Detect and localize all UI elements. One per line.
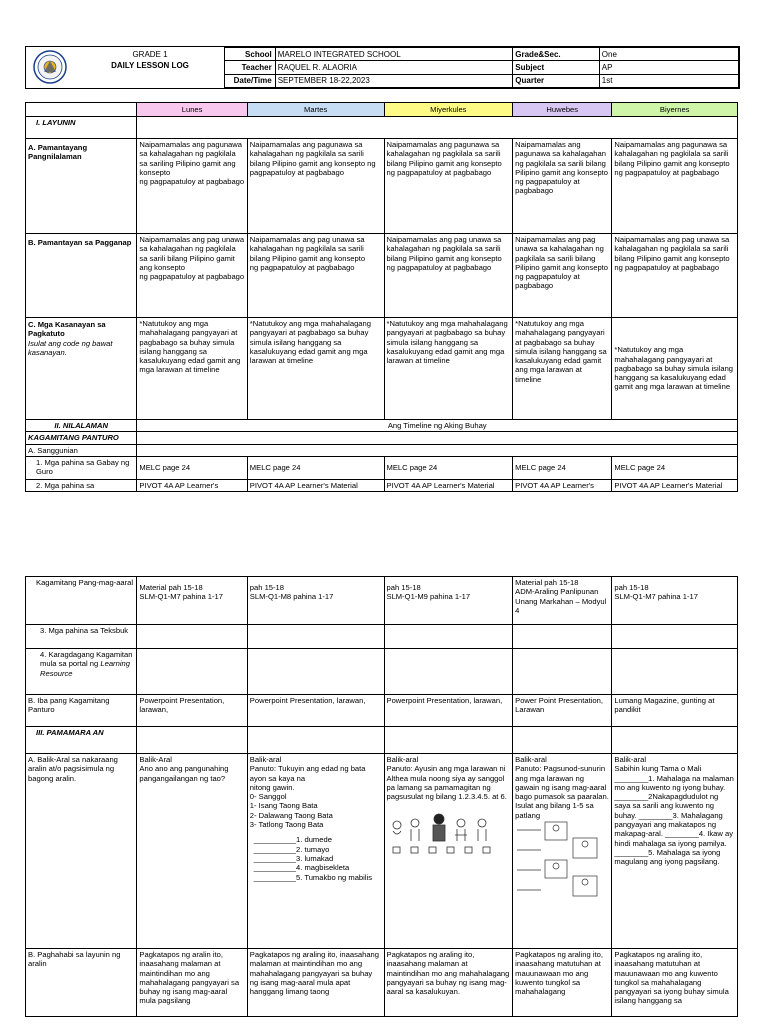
martes-item-3: __________3. lumakad bbox=[253, 853, 334, 863]
balik-martes: Balik-aral Panuto: Tukuyin ang edad ng bata ayon sa kaya na nitong gawin. 0- Sanggol 1- Isang Taong Bata 2- Dalawang Taong Bata 3- Tatlong Taong Bata bbox=[249, 755, 366, 830]
kasanayan-sublabel: Isulat ang code ng bawat kasanayan. bbox=[28, 338, 113, 357]
paghahabi-biyernes: Pagkatapos ng araling ito, inaasahang matutuhan at mauunawaan mo ang kuwento tungkol sa mahahalagang pangyayari sa iyong buhay simula isilang hanggang sa bbox=[612, 949, 738, 1017]
subject-label: Subject bbox=[513, 61, 600, 74]
balik-huwebes: Balik-aral Panuto: Pagsunod-sunurin ang mga larawan ng gawain ng isang mag-aaral bago pumasok sa paaralan. Isulat ang bilang 1-5 sa patlang bbox=[515, 755, 609, 820]
lesson-log-table-page1 bbox=[25, 102, 738, 492]
martes-item-1: __________1. dumede bbox=[253, 835, 332, 845]
day-header-lunes: Lunes bbox=[137, 103, 247, 117]
pamantayan-pagganap-lunes: Naipamamalas ang pag unawa sa kahalagahan ng pagkilala sa sarili bilang Pilipino gamit ang konsepto ng pagpapatuloy at pagbabago bbox=[137, 234, 247, 318]
teacher-label: Teacher bbox=[225, 61, 276, 74]
balik-miyerkules: Balik-aral Panuto: Ayusin ang mga larawan ni Althea mula noong siya ay sanggol pa lamang sa pamamagitan ng pagsusulat ng bilang 1.2.3.4.5. at 6. bbox=[386, 755, 507, 802]
kagamitan-lunes-b: Material pah 15-18 SLM-Q1-M7 pahina 1-17 bbox=[137, 577, 247, 625]
kagamitan-biyernes-a: PIVOT 4A AP Learner's Material bbox=[612, 479, 738, 491]
pamantayang-pang-biyernes: Naipamamalas ang pagunawa sa kahalagahan ng pagkilala sa sarili bilang Pilipino gamit ang konsepto ng pagpapatuloy at pagbabago bbox=[612, 139, 738, 234]
gabay-lunes: MELC page 24 bbox=[137, 456, 247, 479]
pamamaraan-heading: III. PAMAMARA AN bbox=[26, 727, 137, 754]
kasanayan-lunes: *Natutukoy ang mga mahahalagang pangyayari at pagbabago sa buhay simula isilang hanggang sa kasalukuyang edad gamit ang mga larawan at timeline bbox=[137, 318, 247, 420]
kasanayan-biyernes: *Natutukoy ang mga mahahalagang pangyayari at pagbabago sa buhay simula isilang hanggang sa kasalukuyang edad gamit ang mga larawan at timeline bbox=[612, 318, 738, 420]
gabay-miyerkules: MELC page 24 bbox=[384, 456, 513, 479]
nilalaman-heading: II. NILALAMAN bbox=[26, 420, 137, 432]
paghahabi-martes: Pagkatapos ng araling ito, inaasahang malaman at maintindihan mo ang mahahalagang pangyayari sa buhay ng isang mag-aaral mula apat hanggang limang taong bbox=[247, 949, 384, 1017]
nilalaman-value: Ang Timeline ng Aking Buhay bbox=[137, 420, 738, 432]
kagamitang-panturo-heading: KAGAMITANG PANTURO bbox=[26, 432, 137, 444]
gabay-huwebes: MELC page 24 bbox=[513, 456, 612, 479]
header bbox=[25, 46, 740, 89]
paghahabi-lunes: Pagkatapos ng aralin ito, inaasahang malaman at maintindihan mo ang mahahalagang pangyayari sa buhay ng isang mag-aaral mula pagsilang bbox=[137, 949, 247, 1017]
sanggunian-label: A. Sanggunian bbox=[26, 444, 137, 456]
kagamitan-mag-aaral-label-a: 2. Mga pahina sa bbox=[26, 479, 137, 491]
date-time-value: SEPTEMBER 18-22,2023 bbox=[275, 74, 513, 87]
day-header-biyernes: Biyernes bbox=[612, 103, 738, 117]
kagamitan-miyerkules-a: PIVOT 4A AP Learner's Material bbox=[384, 479, 513, 491]
balik-aral-label: A. Balik-Aral sa nakaraang aralin at/o pagsisimula ng bagong aralin. bbox=[26, 754, 137, 949]
kagamitan-martes-b: pah 15-18 SLM-Q1-M8 pahina 1-17 bbox=[247, 577, 384, 625]
day-header-martes: Martes bbox=[247, 103, 384, 117]
kasanayan-miyerkules: *Natutukoy ang mga mahahalagang pangyayari at pagbabago sa buhay simula isilang hanggang sa kasalukuyang edad gamit ang mga larawan at timeline bbox=[384, 318, 513, 420]
gabay-martes: MELC page 24 bbox=[247, 456, 384, 479]
lesson-log-table-page2 bbox=[25, 576, 738, 1017]
deped-seal-icon bbox=[31, 50, 69, 84]
martes-item-5: __________5. Tumakbo ng mabilis bbox=[253, 872, 373, 882]
teksbuk-label: 3. Mga pahina sa Teksbuk bbox=[26, 625, 137, 649]
pamantayang-pang-miyerkules: Naipamamalas ang pagunawa sa kahalagahan ng pagkilala sa sarili bilang Pilipino gamit ang konsepto ng pagpapatuloy at pagbabago bbox=[384, 139, 513, 234]
kagamitan-miyerkules-b: pah 15-18 SLM-Q1-M9 pahina 1-17 bbox=[384, 577, 513, 625]
kagamitan-martes-a: PIVOT 4A AP Learner's Material bbox=[247, 479, 384, 491]
karagdagang-label: 4. Karagdagang Kagamitan mula sa portal ng bbox=[40, 650, 133, 669]
althea-photos-image bbox=[387, 811, 497, 857]
document-title: DAILY LESSON LOG bbox=[111, 61, 189, 70]
iba-huwebes: Power Point Presentation, Larawan bbox=[513, 695, 612, 727]
school-label: School bbox=[225, 48, 276, 61]
kagamitan-huwebes-a: PIVOT 4A AP Learner's bbox=[513, 479, 612, 491]
school-value: MARELO INTEGRATED SCHOOL bbox=[275, 48, 513, 61]
header-info-table bbox=[224, 47, 739, 88]
balik-lunes: Balik-Aral Ano ano ang pangunahing pangangailangan ng tao? bbox=[137, 754, 247, 949]
pamantayan-pagganap-miyerkules: Naipamamalas ang pag unawa sa kahalagahan ng pagkilala sa sarili bilang Pilipino gamit ang konsepto ng pagpapatuloy at pagbabago bbox=[384, 234, 513, 318]
grade-label: GRADE 1 bbox=[132, 50, 168, 59]
teacher-value: RAQUEL R. ALAORIA bbox=[275, 61, 513, 74]
iba-pang-kagamitan-label: B. Iba pang Kagamitang Panturo bbox=[26, 695, 137, 727]
pamantayan-pagganap-huwebes: Naipamamalas ang pag unawa sa kahalagahan ng pagkilala sa sarili bilang Pilipino gamit ang konsepto ng pagpapatuloy at pagbabago bbox=[513, 234, 612, 318]
kagamitan-biyernes-b: pah 15-18 SLM-Q1-M7 pahina 1-17 bbox=[612, 577, 738, 625]
date-time-label: Date/Time bbox=[225, 74, 276, 87]
pamantayan-pagganap-biyernes: Naipamamalas ang pag unawa sa kahalagahan ng pagkilala sa sarili bilang Pilipino gamit ang konsepto ng pagpapatuloy at pagbabago bbox=[612, 234, 738, 318]
kagamitan-huwebes-b: Material pah 15-18 ADM-Araling Panlipunan Unang Markahan – Modyul 4 bbox=[513, 577, 612, 625]
pamantayang-pang-lunes: Naipamamalas ang pagunawa sa kahalagahan ng pagkilala sa sariling Pilipino gamit ang konsepto ng pagpapatuloy at pagbabago bbox=[137, 139, 247, 234]
kagamitan-mag-aaral-label-b: Kagamitang Pang-mag-aaral bbox=[26, 577, 137, 625]
iba-martes: Powerpoint Presentation, larawan, bbox=[247, 695, 384, 727]
iba-biyernes: Lumang Magazine, gunting at pandikit bbox=[612, 695, 738, 727]
gabay-guro-label: 1. Mga pahina sa Gabay ng Guro bbox=[26, 456, 137, 479]
grade-sec-value: One bbox=[599, 48, 738, 61]
pamantayang-pang-huwebes: Naipamamalas ang pagunawa sa kahalagahan ng pagkilala sa sarili bilang Pilipino gamit ang konsepto ng pagpapatuloy at pagbabago bbox=[513, 139, 612, 234]
gabay-biyernes: MELC page 24 bbox=[612, 456, 738, 479]
kasanayan-huwebes: *Natutukoy ang mga mahahalagang pangyayari at pagbabago sa buhay simula isilang hanggang sa kasalukuyang edad gamit ang mga larawan at timeline bbox=[513, 318, 612, 420]
subject-value: AP bbox=[599, 61, 738, 74]
grade-sec-label: Grade&Sec. bbox=[513, 48, 600, 61]
martes-item-2: __________2. tumayo bbox=[253, 844, 330, 854]
iba-miyerkules: Powerpoint Presentation, larawan, bbox=[384, 695, 513, 727]
iba-lunes: Powerpoint Presentation, larawan, bbox=[137, 695, 247, 727]
pamantayang-pang-martes: Naipamamalas ang pagunawa sa kahalagahan ng pagkilala sa sarili bilang Pilipino gamit ang konsepto ng pagpapatuloy at pagbabago bbox=[247, 139, 384, 234]
student-activities-image bbox=[515, 820, 605, 900]
day-header-huwebes: Huwebes bbox=[513, 103, 612, 117]
day-header-miyerkules: Miyerkules bbox=[384, 103, 513, 117]
kasanayan-label: C. Mga Kasanayan sa Pagkatuto bbox=[28, 320, 106, 339]
martes-item-4: __________4. magbisekleta bbox=[253, 863, 350, 873]
paghahabi-label: B. Paghahabi sa layunin ng aralin bbox=[26, 949, 137, 1017]
layunin-heading: I. LAYUNIN bbox=[26, 117, 137, 139]
quarter-value: 1st bbox=[599, 74, 738, 87]
learning-resource-label: Learning Resource bbox=[40, 659, 130, 678]
paghahabi-miyerkules: Pagkatapos ng araling ito, inaasahang malaman at maintindihan mo ang mahahalagang pangyayari sa buhay ng isang mag-aaral sa kasalukuyan. bbox=[384, 949, 513, 1017]
pamantayan-sa-pagganap-label: B. Pamantayan sa Pagganap bbox=[26, 234, 137, 318]
martes-items-list bbox=[250, 835, 382, 881]
paghahabi-huwebes: Pagkatapos ng araling ito, inaasahang matutuhan at mauunawaan mo ang kuwento tungkol sa mahahalagang bbox=[513, 949, 612, 1017]
kagamitan-lunes-a: PIVOT 4A AP Learner's bbox=[137, 479, 247, 491]
quarter-label: Quarter bbox=[513, 74, 600, 87]
pamantayan-pagganap-martes: Naipamamalas ang pag unawa sa kahalagahan ng pagkilala sa sarili bilang Pilipino gamit ang konsepto ng pagpapatuloy at pagbabago bbox=[247, 234, 384, 318]
pamantayang-pangnilalaman-label: A. Pamantayang Pangnilalaman bbox=[26, 139, 137, 234]
kasanayan-martes: *Natutukoy ang mga mahahalagang pangyayari at pagbabago sa buhay simula isilang hanggang sa kasalukuyang edad gamit ang mga larawan at timeline bbox=[247, 318, 384, 420]
balik-biyernes: Balik-aral Sabihin kung Tama o Mali ________1. Mahalaga na malaman mo ang kuwento ng iyong buhay. ________2Nakapagdudulot ng saya sa sarili ang kuwento ng buhay. ________3. Mahalagang pangyayari ang makatapos ng makapag-aral. ________4. Ikaw ay hindi mahalaga sa iyong pamilya. ________5. Mahalaga sa iyong magulang ang iyong pagsilang. bbox=[612, 754, 738, 949]
